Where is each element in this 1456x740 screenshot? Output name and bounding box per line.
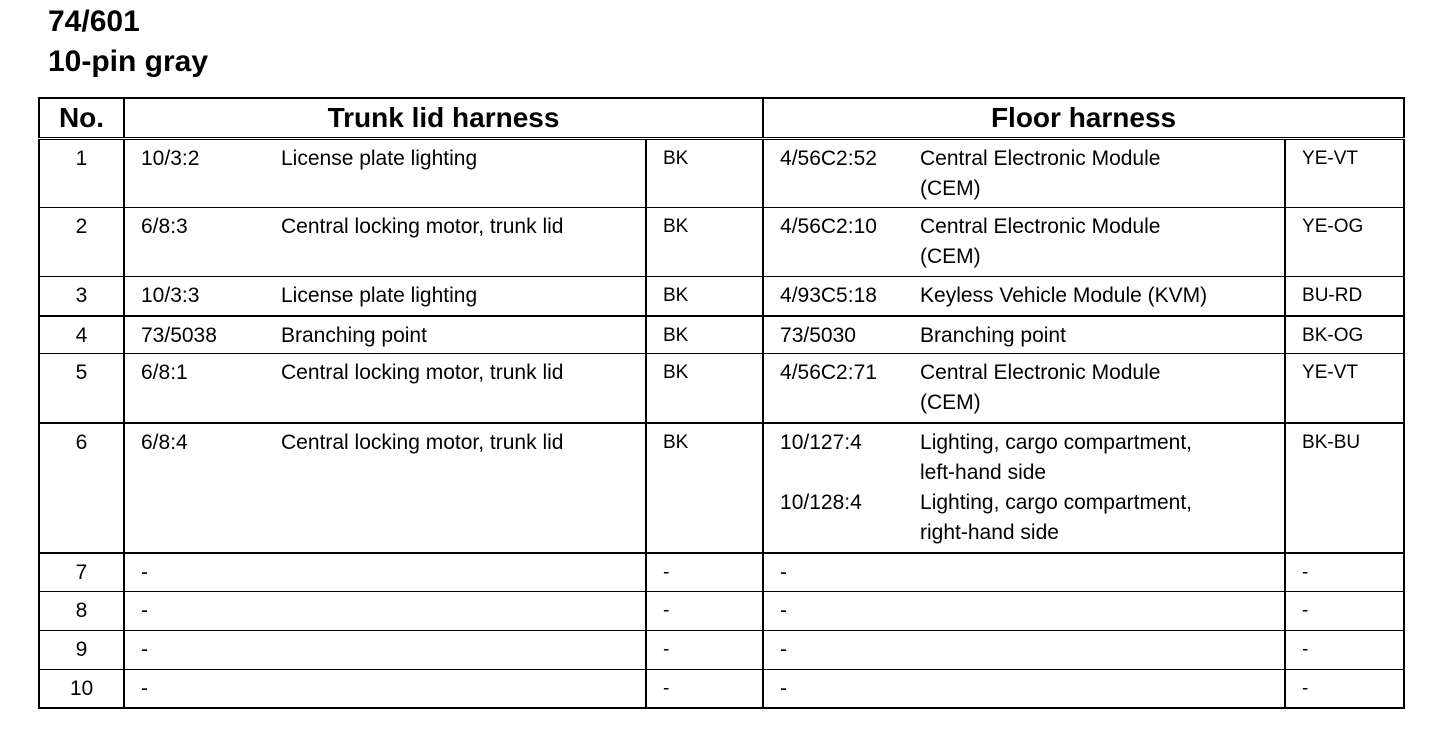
floor-component-description: [920, 488, 1284, 548]
table-header-row: [39, 98, 1404, 139]
floor-component-description: [920, 212, 1284, 272]
trunk-connector-code: 10/3:3: [141, 284, 200, 307]
trunk-component-description: Central locking motor, trunk lid: [281, 361, 564, 384]
pin-number-cell: 1: [39, 139, 124, 208]
trunk-connector-code: 10/3:2: [141, 147, 200, 170]
trunk-wire-color-cell: BK: [646, 277, 763, 316]
pin-number-cell: 7: [39, 553, 124, 592]
floor-harness-cell: [763, 592, 1285, 631]
floor-connection-entry: [764, 428, 1284, 488]
trunk-harness-cell: [124, 670, 646, 708]
table-row: [39, 354, 1404, 423]
table-body: [39, 139, 1404, 708]
description-line: right-hand side: [920, 520, 1059, 544]
trunk-harness-cell: [124, 354, 646, 423]
floor-component-description: [920, 428, 1284, 488]
floor-harness-cell: [763, 316, 1285, 354]
floor-component-description: [920, 358, 1284, 418]
description-line: (CEM): [920, 177, 981, 200]
floor-harness-cell: [763, 354, 1285, 423]
trunk-harness-cell: [124, 139, 646, 208]
description-line: Lighting, cargo compartment,: [920, 490, 1192, 514]
floor-connector-code: 10/128:4: [780, 490, 862, 514]
trunk-connector-code: -: [141, 560, 148, 584]
trunk-connector-code: -: [141, 599, 148, 622]
floor-harness-cell: [763, 423, 1285, 553]
column-header-no: No.: [39, 98, 124, 139]
floor-wire-color-cell: YE-VT: [1285, 139, 1404, 208]
floor-harness-cell: [763, 553, 1285, 592]
floor-wire-color-cell: -: [1285, 670, 1404, 708]
description-line: Central Electronic Module: [920, 147, 1161, 170]
table-row: [39, 592, 1404, 631]
pin-number-cell: 5: [39, 354, 124, 423]
floor-connector-code: 73/5030: [780, 323, 856, 347]
floor-connector-code: -: [780, 599, 788, 622]
floor-connection-entry: [764, 596, 1284, 626]
trunk-wire-color-cell: -: [646, 553, 763, 592]
trunk-harness-cell: [124, 277, 646, 316]
floor-wire-color-cell: -: [1285, 553, 1404, 592]
trunk-harness-cell: [124, 423, 646, 553]
trunk-connector-code: -: [141, 677, 148, 700]
table-row: [39, 139, 1404, 208]
trunk-component-description: Branching point: [281, 323, 427, 347]
table-row: [39, 208, 1404, 277]
trunk-connector-code: 6/8:1: [141, 361, 188, 384]
floor-harness-cell: [763, 208, 1285, 277]
floor-connector-code: 4/56C2:10: [780, 215, 877, 238]
table-row: [39, 553, 1404, 592]
floor-component-description: [920, 674, 1284, 704]
floor-wire-color-cell: YE-VT: [1285, 354, 1404, 423]
floor-connection-entry: [764, 488, 1284, 548]
trunk-connector-code: 73/5038: [141, 323, 217, 347]
table-row: [39, 631, 1404, 670]
floor-component-description: [920, 635, 1284, 665]
floor-component-description: [920, 281, 1284, 311]
description-line: Keyless Vehicle Module (KVM): [920, 284, 1208, 307]
trunk-harness-cell: [124, 592, 646, 631]
description-line: Central Electronic Module: [920, 215, 1161, 238]
floor-connection-entry: [764, 635, 1284, 665]
floor-wire-color-cell: BK-OG: [1285, 316, 1404, 354]
trunk-component-description: [281, 596, 645, 626]
trunk-component-description: License plate lighting: [281, 147, 478, 170]
pin-number-cell: 4: [39, 316, 124, 354]
description-line: Lighting, cargo compartment,: [920, 430, 1192, 454]
floor-connector-code: 4/56C2:71: [780, 361, 877, 384]
floor-connection-entry: [764, 144, 1284, 204]
floor-connection-entry: [764, 281, 1284, 311]
trunk-wire-color-cell: BK: [646, 208, 763, 277]
trunk-wire-color-cell: -: [646, 592, 763, 631]
floor-connector-code: 10/127:4: [780, 430, 862, 454]
floor-connector-code: 4/93C5:18: [780, 284, 877, 307]
floor-connection-entry: [764, 212, 1284, 272]
floor-harness-cell: [763, 277, 1285, 316]
pin-number-cell: 6: [39, 423, 124, 553]
floor-wire-color-cell: BU-RD: [1285, 277, 1404, 316]
floor-component-description: [920, 144, 1284, 204]
table-row: [39, 316, 1404, 354]
trunk-wire-color-cell: -: [646, 631, 763, 670]
trunk-harness-cell: [124, 208, 646, 277]
floor-connection-entry: [764, 674, 1284, 704]
connector-title: [48, 2, 208, 82]
description-line: Branching point: [920, 323, 1066, 347]
table-row: [39, 670, 1404, 708]
trunk-harness-cell: [124, 631, 646, 670]
floor-wire-color-cell: BK-BU: [1285, 423, 1404, 553]
trunk-component-description: License plate lighting: [281, 284, 478, 307]
table-row: [39, 277, 1404, 316]
pin-assignment-table: [38, 97, 1405, 709]
floor-connector-code: -: [780, 560, 788, 584]
floor-wire-color-cell: YE-OG: [1285, 208, 1404, 277]
trunk-connector-code: 6/8:3: [141, 215, 188, 238]
pin-number-cell: 9: [39, 631, 124, 670]
pin-number-cell: 2: [39, 208, 124, 277]
floor-wire-color-cell: -: [1285, 592, 1404, 631]
trunk-component-description: [281, 635, 645, 665]
trunk-component-description: Central locking motor, trunk lid: [281, 215, 564, 238]
floor-connector-code: -: [780, 677, 788, 700]
trunk-harness-cell: [124, 316, 646, 354]
trunk-wire-color-cell: BK: [646, 423, 763, 553]
floor-harness-cell: [763, 631, 1285, 670]
trunk-component-description: [281, 558, 645, 588]
trunk-component-description: [281, 674, 645, 704]
floor-component-description: [920, 596, 1284, 626]
description-line: Central Electronic Module: [920, 361, 1161, 384]
trunk-connector-code: -: [141, 638, 148, 661]
floor-harness-cell: [763, 139, 1285, 208]
floor-component-description: [920, 321, 1284, 351]
description-line: (CEM): [920, 245, 981, 268]
floor-connection-entry: [764, 321, 1284, 351]
pin-number-cell: 3: [39, 277, 124, 316]
floor-harness-cell: [763, 670, 1285, 708]
description-line: (CEM): [920, 391, 981, 414]
trunk-component-description: Central locking motor, trunk lid: [281, 430, 564, 454]
floor-connector-code: -: [780, 638, 788, 661]
floor-component-description: [920, 558, 1284, 588]
trunk-wire-color-cell: BK: [646, 354, 763, 423]
floor-wire-color-cell: -: [1285, 631, 1404, 670]
table-row: [39, 423, 1404, 553]
connector-description: 10-pin gray: [48, 45, 209, 78]
column-header-trunk-lid-harness: Trunk lid harness: [124, 98, 763, 139]
description-line: left-hand side: [920, 460, 1047, 484]
floor-connector-code: 4/56C2:52: [780, 147, 877, 170]
trunk-wire-color-cell: BK: [646, 316, 763, 354]
pin-number-cell: 10: [39, 670, 124, 708]
floor-connection-entry: [764, 358, 1284, 418]
column-header-floor-harness: Floor harness: [763, 98, 1404, 139]
trunk-wire-color-cell: BK: [646, 139, 763, 208]
pin-number-cell: 8: [39, 592, 124, 631]
trunk-wire-color-cell: -: [646, 670, 763, 708]
trunk-connector-code: 6/8:4: [141, 430, 188, 454]
trunk-harness-cell: [124, 553, 646, 592]
floor-connection-entry: [764, 558, 1284, 588]
connector-id: 74/601: [48, 5, 140, 38]
